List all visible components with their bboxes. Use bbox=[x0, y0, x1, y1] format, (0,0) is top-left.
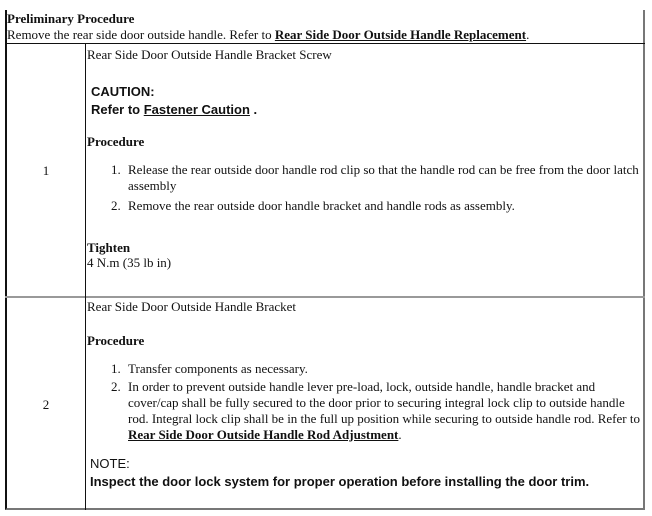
rear-side-door-outside-handle-replacement-link[interactable]: Rear Side Door Outside Handle Replacement bbox=[274, 27, 527, 42]
note-label: NOTE: bbox=[90, 456, 130, 471]
step-2-procedure-list bbox=[87, 361, 642, 443]
preliminary-title: Preliminary Procedure bbox=[7, 11, 135, 26]
caution-text bbox=[91, 101, 642, 119]
step-number-1: 1 bbox=[42, 163, 50, 178]
preliminary-text-after: . bbox=[526, 27, 530, 42]
tighten-label: Tighten bbox=[87, 240, 131, 255]
note-text: Inspect the door lock system for proper operation before installing the door trim. bbox=[90, 474, 590, 489]
caution-block bbox=[87, 83, 642, 119]
step-2-procedure-item-2-after: . bbox=[398, 427, 402, 442]
step-2-content bbox=[87, 299, 642, 491]
caution-label: CAUTION: bbox=[91, 84, 155, 99]
step-2-procedure-item-2 bbox=[124, 379, 642, 443]
caution-text-after: . bbox=[249, 102, 258, 117]
step-2-procedure-label: Procedure bbox=[87, 333, 145, 348]
preliminary-procedure bbox=[7, 11, 643, 43]
step-1-component: Rear Side Door Outside Handle Bracket Screw bbox=[87, 47, 332, 62]
step-2-procedure-item-2-text: In order to prevent outside handle lever pre-load, lock, outside handle, handle bracket and cover/cap shall be fully secured to the door prior to securing integral lock clip to outside handle rod. Integral lock clip shall be in the full up position while securing to outside handle rod. Refer to bbox=[128, 379, 640, 426]
rear-side-door-outside-handle-rod-adjustment-link[interactable]: Rear Side Door Outside Handle Rod Adjustment bbox=[128, 427, 399, 442]
step-2-component: Rear Side Door Outside Handle Bracket bbox=[87, 299, 297, 314]
table-top-divider bbox=[5, 43, 645, 44]
row-divider bbox=[5, 296, 645, 298]
step-1-procedure-label: Procedure bbox=[87, 134, 145, 149]
step-1-content bbox=[87, 47, 642, 270]
column-divider bbox=[85, 44, 86, 510]
note-block bbox=[87, 455, 642, 491]
step-1-procedure-item-2: 2. Remove the rear outside door handle bracket and handle rods as assembly. bbox=[124, 198, 642, 214]
fastener-caution-link[interactable]: Fastener Caution bbox=[143, 102, 250, 117]
caution-text-before: Refer to bbox=[91, 102, 144, 117]
step-2-procedure-item-1: 1. Transfer components as necessary. bbox=[124, 361, 642, 377]
preliminary-text bbox=[7, 27, 643, 43]
step-number-2: 2 bbox=[42, 397, 50, 412]
step-1-procedure-list bbox=[87, 162, 642, 214]
tighten-value: 4 N.m (35 lb in) bbox=[87, 255, 172, 270]
step-1-procedure-item-1: 1. Release the rear outside door handle rod clip so that the handle rod can be free from the door latch assembly bbox=[124, 162, 642, 194]
preliminary-text-before: Remove the rear side door outside handle. Refer to bbox=[7, 27, 275, 42]
